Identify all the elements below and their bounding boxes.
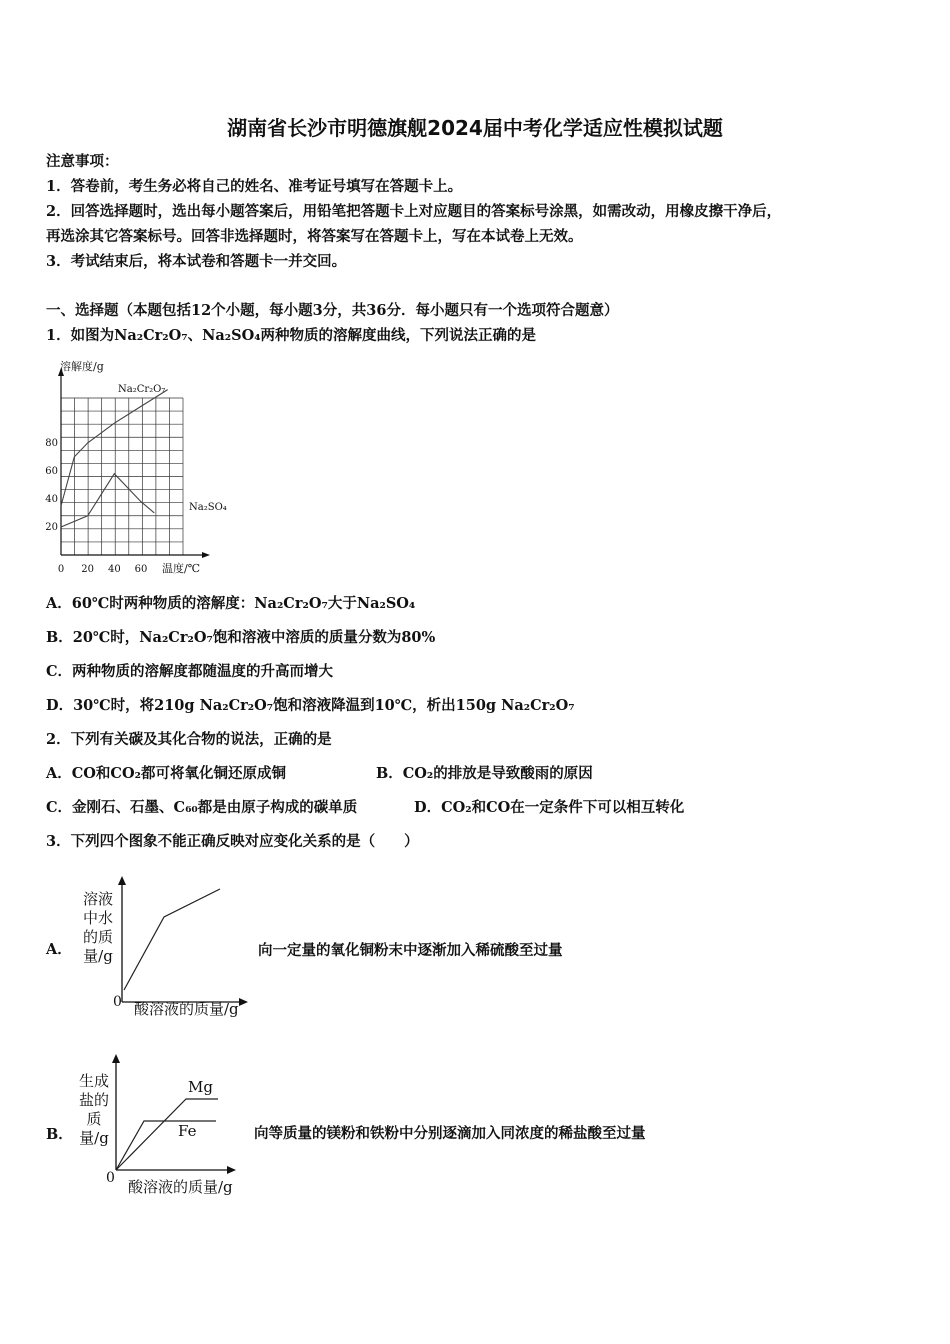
q1-option-d: D．30℃时，将210g Na₂Cr₂O₇饱和溶液降温到10℃，析出150g Na₂Cr₂O₇ — [46, 697, 575, 714]
question-2-stem: 2．下列有关碳及其化合物的说法，正确的是 — [46, 731, 332, 748]
y-tick-label: 80 — [45, 437, 58, 449]
graph-a-curve — [124, 889, 220, 990]
q3-option-b-letter: B． — [46, 1126, 73, 1143]
graph-b — [104, 1054, 244, 1184]
graph-a-ylabel: 溶液中水的质量/g — [82, 890, 113, 965]
graph-b-xlabel: 酸溶液的质量/g — [128, 1178, 233, 1196]
graph-b-fe-curve — [116, 1121, 216, 1170]
q1-option-a: A．60℃时两种物质的溶解度：Na₂Cr₂O₇大于Na₂SO₄ — [46, 595, 416, 612]
graph-b-ylabel: 生成盐的质量/g — [78, 1072, 109, 1147]
question-3-stem: 3．下列四个图象不能正确反映对应变化关系的是（ ） — [46, 833, 419, 850]
graph-a-origin: 0 — [113, 994, 122, 1010]
series-label-na2so4: Na₂SO₄ — [189, 502, 227, 513]
q3-option-a-letter: A． — [46, 941, 72, 958]
q3-option-b-desc: 向等质量的镁粉和铁粉中分别逐滴加入同浓度的稀盐酸至过量 — [254, 1125, 646, 1142]
y-tick-label: 20 — [45, 521, 58, 533]
notice-item: 3．考试结束后，将本试卷和答题卡一并交回。 — [46, 253, 347, 270]
graph-a-x-arrow — [239, 998, 248, 1006]
graph-a-xlabel: 酸溶液的质量/g — [134, 1000, 239, 1018]
x-axis-arrow — [202, 552, 210, 558]
x-axis-label: 温度/℃ — [162, 562, 201, 575]
graph-b-x-arrow — [227, 1166, 236, 1174]
graph-a — [110, 876, 250, 1006]
x-tick-label: 0 — [57, 564, 65, 575]
q2-option-b: B．CO₂的排放是导致酸雨的原因 — [376, 765, 593, 782]
solubility-chart — [40, 352, 240, 582]
q3-option-a-desc: 向一定量的氧化铜粉末中逐渐加入稀硫酸至过量 — [258, 942, 563, 959]
y-axis-label: 溶解度/g — [60, 360, 104, 373]
q2-option-d: D．CO₂和CO在一定条件下可以相互转化 — [414, 799, 685, 816]
graph-a-y-arrow — [118, 876, 126, 885]
series-line-na2so4 — [61, 474, 154, 527]
q1-option-b: B．20℃时，Na₂Cr₂O₇饱和溶液中溶质的质量分数为80% — [46, 629, 436, 646]
graph-b-mg-curve — [116, 1099, 218, 1170]
q2-option-a: A．CO和CO₂都可将氧化铜还原成铜 — [46, 765, 286, 782]
y-tick-label: 60 — [45, 465, 58, 477]
x-tick-label: 20 — [81, 564, 95, 575]
section-heading: 一、选择题（本题包括12个小题，每小题3分，共36分．每小题只有一个选项符合题意） — [46, 302, 619, 319]
graph-b-mg-label: Mg — [188, 1078, 213, 1096]
series-line-na2cr2o7 — [61, 390, 168, 506]
question-1-stem: 1．如图为Na₂Cr₂O₇、Na₂SO₄两种物质的溶解度曲线，下列说法正确的是 — [46, 327, 537, 344]
graph-b-fe-label: Fe — [178, 1122, 197, 1140]
q2-option-c: C．金刚石、石墨、C₆₀都是由原子构成的碳单质 — [46, 799, 358, 816]
notice-item: 再选涂其它答案标号。回答非选择题时，将答案写在答题卡上，写在本试卷上无效。 — [46, 228, 583, 245]
x-tick-label: 60 — [134, 564, 148, 575]
notice-item: 1．答卷前，考生务必将自己的姓名、准考证号填写在答题卡上。 — [46, 178, 463, 195]
series-label-na2cr2o7: Na₂Cr₂O₇ — [118, 384, 166, 395]
page-title: 湖南省长沙市明德旗舰2024届中考化学适应性模拟试题 — [227, 116, 723, 140]
graph-b-y-arrow — [112, 1054, 120, 1063]
x-tick-label: 40 — [107, 564, 121, 575]
notice-heading: 注意事项： — [46, 153, 119, 170]
y-tick-label: 40 — [45, 493, 58, 505]
notice-item: 2．回答选择题时，选出每小题答案后，用铅笔把答题卡上对应题目的答案标号涂黑，如需改动，用橡皮擦干净后， — [46, 203, 782, 220]
q1-option-c: C．两种物质的溶解度都随温度的升高而增大 — [46, 663, 334, 680]
graph-b-origin: 0 — [106, 1170, 115, 1186]
